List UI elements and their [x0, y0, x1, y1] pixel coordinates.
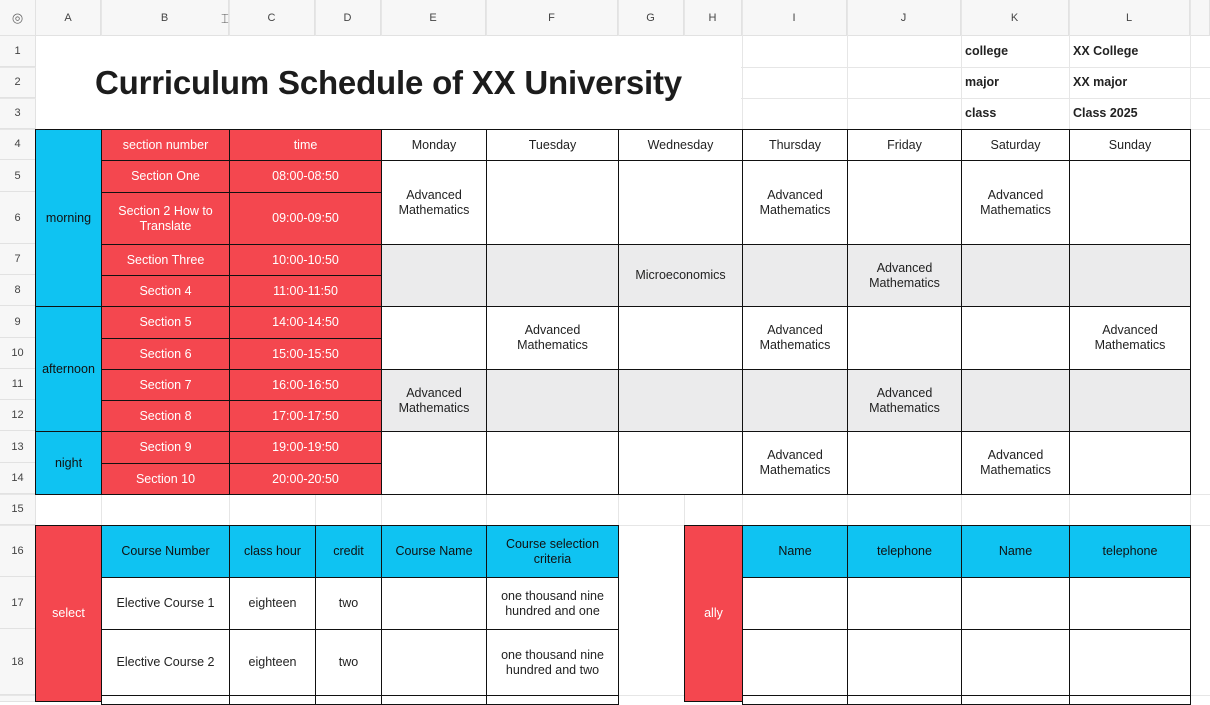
- ally-cell[interactable]: [961, 695, 1070, 705]
- elective-header-criteria[interactable]: Course selection criteria: [486, 525, 619, 578]
- row-header-10[interactable]: 10: [0, 338, 36, 369]
- row-header-1[interactable]: 1: [0, 36, 36, 67]
- row-header-12[interactable]: 12: [0, 400, 36, 431]
- column-header-g[interactable]: G: [618, 0, 684, 36]
- section-name[interactable]: Section Three: [101, 244, 230, 276]
- column-header-i[interactable]: I: [742, 0, 847, 36]
- class-label[interactable]: class: [965, 106, 997, 120]
- period-morning[interactable]: morning: [35, 129, 102, 307]
- schedule-cell[interactable]: [1069, 431, 1191, 495]
- row-header-6[interactable]: 6: [0, 192, 36, 244]
- column-header-j[interactable]: J: [847, 0, 961, 36]
- ally-cell[interactable]: [1069, 695, 1191, 705]
- schedule-cell[interactable]: Advanced Mathematics: [381, 369, 487, 432]
- section-time[interactable]: 17:00-17:50: [229, 400, 382, 432]
- section-time[interactable]: 20:00-20:50: [229, 463, 382, 495]
- row-header-11[interactable]: 11: [0, 369, 36, 400]
- major-value[interactable]: XX major: [1073, 75, 1128, 89]
- schedule-cell[interactable]: Microeconomics: [618, 244, 743, 307]
- schedule-cell[interactable]: [847, 306, 962, 370]
- eye-icon[interactable]: ◎: [11, 9, 24, 25]
- column-header-blank: [1190, 0, 1210, 36]
- schedule-cell[interactable]: [961, 244, 1070, 307]
- section-name[interactable]: Section 5: [101, 306, 230, 339]
- section-time[interactable]: 10:00-10:50: [229, 244, 382, 276]
- elective-course-name[interactable]: [381, 629, 487, 696]
- header-day-sunday[interactable]: Sunday: [1069, 129, 1191, 161]
- section-time[interactable]: 08:00-08:50: [229, 160, 382, 193]
- elective-class-hour[interactable]: eighteen: [229, 629, 316, 696]
- column-header-d[interactable]: D: [315, 0, 381, 36]
- header-day-thursday[interactable]: Thursday: [742, 129, 848, 161]
- header-day-wednesday[interactable]: Wednesday: [618, 129, 743, 161]
- elective-header-course-name[interactable]: Course Name: [381, 525, 487, 578]
- elective-row-partial[interactable]: [315, 695, 382, 705]
- period-afternoon[interactable]: afternoon: [35, 306, 102, 432]
- row-header-18[interactable]: 18: [0, 629, 36, 695]
- section-time[interactable]: 09:00-09:50: [229, 192, 382, 245]
- period-night[interactable]: night: [35, 431, 102, 495]
- column-header-b[interactable]: B: [101, 0, 229, 36]
- ally-cell[interactable]: [742, 695, 848, 705]
- row-header-16[interactable]: 16: [0, 525, 36, 577]
- section-time[interactable]: 19:00-19:50: [229, 431, 382, 464]
- schedule-cell[interactable]: [961, 306, 1070, 370]
- schedule-cell[interactable]: Advanced Mathematics: [381, 160, 487, 245]
- row-header-13[interactable]: 13: [0, 431, 36, 463]
- schedule-cell[interactable]: [618, 369, 743, 432]
- schedule-cell[interactable]: [1069, 244, 1191, 307]
- select-all-corner[interactable]: [0, 0, 36, 36]
- column-header-e[interactable]: E: [381, 0, 486, 36]
- column-header-a[interactable]: A: [36, 0, 101, 36]
- ally-cell[interactable]: [742, 577, 848, 630]
- major-label[interactable]: major: [965, 75, 1000, 89]
- schedule-cell[interactable]: Advanced Mathematics: [847, 369, 962, 432]
- ally-cell[interactable]: [1069, 629, 1191, 696]
- ally-header-telephone[interactable]: telephone: [847, 525, 962, 578]
- column-resize-icon[interactable]: ⌶: [221, 11, 229, 26]
- schedule-cell[interactable]: Advanced Mathematics: [961, 431, 1070, 495]
- column-header-k[interactable]: K: [961, 0, 1069, 36]
- row-header-7[interactable]: 7: [0, 244, 36, 275]
- schedule-cell[interactable]: [618, 431, 743, 495]
- header-day-friday[interactable]: Friday: [847, 129, 962, 161]
- column-header-f[interactable]: F: [486, 0, 618, 36]
- elective-course-name[interactable]: [381, 577, 487, 630]
- elective-row-partial[interactable]: [229, 695, 316, 705]
- schedule-cell[interactable]: Advanced Mathematics: [742, 306, 848, 370]
- schedule-cell[interactable]: Advanced Mathematics: [742, 160, 848, 245]
- elective-criteria[interactable]: one thousand nine hundred and two: [486, 629, 619, 696]
- elective-credit[interactable]: two: [315, 629, 382, 696]
- schedule-cell[interactable]: [1069, 369, 1191, 432]
- schedule-cell[interactable]: [742, 369, 848, 432]
- college-label[interactable]: college: [965, 44, 1009, 58]
- header-time[interactable]: time: [229, 129, 382, 161]
- ally-label[interactable]: ally: [684, 525, 743, 702]
- elective-header-class-hour[interactable]: class hour: [229, 525, 316, 578]
- schedule-cell[interactable]: Advanced Mathematics: [847, 244, 962, 307]
- schedule-cell[interactable]: [847, 160, 962, 245]
- header-day-tuesday[interactable]: Tuesday: [486, 129, 619, 161]
- section-name[interactable]: Section 6: [101, 338, 230, 370]
- section-time[interactable]: 16:00-16:50: [229, 369, 382, 401]
- schedule-cell[interactable]: [381, 306, 487, 370]
- elective-header-course-number[interactable]: Course Number: [101, 525, 230, 578]
- page-title: Curriculum Schedule of XX University: [36, 36, 741, 129]
- column-header-c[interactable]: C: [229, 0, 315, 36]
- ally-cell[interactable]: [961, 629, 1070, 696]
- row-header-5[interactable]: 5: [0, 160, 36, 192]
- row-header-2[interactable]: 2: [0, 67, 36, 98]
- schedule-cell[interactable]: [961, 369, 1070, 432]
- section-name[interactable]: Section 7: [101, 369, 230, 401]
- elective-header-credit[interactable]: credit: [315, 525, 382, 578]
- header-section-number[interactable]: section number: [101, 129, 230, 161]
- schedule-cell[interactable]: Advanced Mathematics: [486, 306, 619, 370]
- schedule-cell[interactable]: [381, 244, 487, 307]
- schedule-cell[interactable]: [847, 431, 962, 495]
- ally-cell[interactable]: [847, 577, 962, 630]
- header-day-monday[interactable]: Monday: [381, 129, 487, 161]
- row-header-19: [0, 695, 36, 702]
- schedule-cell[interactable]: [742, 244, 848, 307]
- section-name[interactable]: Section 9: [101, 431, 230, 464]
- schedule-cell[interactable]: Advanced Mathematics: [1069, 306, 1191, 370]
- row-header-4[interactable]: 4: [0, 129, 36, 160]
- schedule-cell[interactable]: [381, 431, 487, 495]
- elective-course-number[interactable]: Elective Course 2: [101, 629, 230, 696]
- schedule-cell[interactable]: [486, 369, 619, 432]
- ally-header-telephone[interactable]: telephone: [1069, 525, 1191, 578]
- elective-row-partial[interactable]: [381, 695, 487, 705]
- row-header-3[interactable]: 3: [0, 98, 36, 129]
- column-header-h[interactable]: H: [684, 0, 742, 36]
- elective-criteria[interactable]: one thousand nine hundred and one: [486, 577, 619, 630]
- schedule-cell[interactable]: Advanced Mathematics: [961, 160, 1070, 245]
- schedule-cell[interactable]: Advanced Mathematics: [742, 431, 848, 495]
- ally-cell[interactable]: [847, 629, 962, 696]
- class-value[interactable]: Class 2025: [1073, 106, 1138, 120]
- elective-row-partial[interactable]: [101, 695, 230, 705]
- section-time[interactable]: 15:00-15:50: [229, 338, 382, 370]
- section-name[interactable]: Section 10: [101, 463, 230, 495]
- ally-cell[interactable]: [742, 629, 848, 696]
- section-name[interactable]: Section 8: [101, 400, 230, 432]
- elective-credit[interactable]: two: [315, 577, 382, 630]
- college-value[interactable]: XX College: [1073, 44, 1139, 58]
- ally-header-name[interactable]: Name: [742, 525, 848, 578]
- ally-header-name[interactable]: Name: [961, 525, 1070, 578]
- column-header-l[interactable]: L: [1069, 0, 1190, 36]
- schedule-cell[interactable]: [486, 244, 619, 307]
- schedule-cell[interactable]: [618, 160, 743, 245]
- ally-cell[interactable]: [1069, 577, 1191, 630]
- row-header-14[interactable]: 14: [0, 463, 36, 494]
- section-name[interactable]: Section 4: [101, 275, 230, 307]
- row-header-15[interactable]: 15: [0, 494, 36, 525]
- schedule-cell[interactable]: [1069, 160, 1191, 245]
- schedule-cell[interactable]: [486, 431, 619, 495]
- section-time[interactable]: 11:00-11:50: [229, 275, 382, 307]
- ally-cell[interactable]: [961, 577, 1070, 630]
- select-label[interactable]: select: [35, 525, 102, 702]
- ally-cell[interactable]: [847, 695, 962, 705]
- elective-class-hour[interactable]: eighteen: [229, 577, 316, 630]
- section-name[interactable]: Section One: [101, 160, 230, 193]
- elective-row-partial[interactable]: [486, 695, 619, 705]
- schedule-cell[interactable]: [486, 160, 619, 245]
- elective-course-number[interactable]: Elective Course 1: [101, 577, 230, 630]
- section-time[interactable]: 14:00-14:50: [229, 306, 382, 339]
- schedule-cell[interactable]: [618, 306, 743, 370]
- row-header-17[interactable]: 17: [0, 577, 36, 629]
- section-name[interactable]: Section 2 How to Translate: [101, 192, 230, 245]
- row-header-9[interactable]: 9: [0, 306, 36, 338]
- header-day-saturday[interactable]: Saturday: [961, 129, 1070, 161]
- row-header-8[interactable]: 8: [0, 275, 36, 306]
